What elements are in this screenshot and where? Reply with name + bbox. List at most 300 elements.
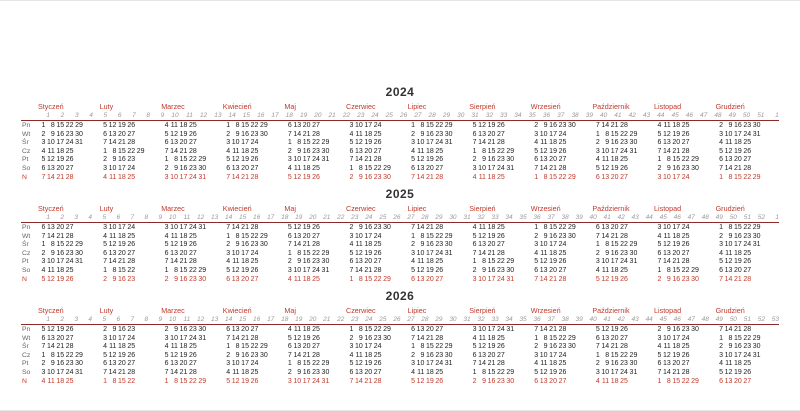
day-number: 29 bbox=[321, 360, 330, 368]
day-number: 4 bbox=[719, 139, 723, 147]
day-number: 8 bbox=[297, 139, 302, 147]
day-number: 7 bbox=[719, 275, 723, 283]
day-row bbox=[344, 326, 391, 335]
day-number: 31 bbox=[198, 224, 207, 231]
day-number: 30 bbox=[567, 343, 576, 351]
day-number: 25 bbox=[743, 249, 752, 257]
day-number: 25 bbox=[188, 122, 197, 129]
week-number: 5 bbox=[102, 214, 107, 221]
day-row bbox=[282, 360, 329, 369]
day-number: 28 bbox=[127, 258, 136, 266]
day-row bbox=[406, 276, 453, 285]
week-number: 4 bbox=[89, 112, 93, 119]
day-number: 8 bbox=[235, 343, 240, 351]
week-number: 14 bbox=[225, 316, 233, 323]
day-number: 24 bbox=[496, 275, 505, 283]
day-number: 20 bbox=[487, 241, 496, 249]
month-name: Październik bbox=[592, 306, 630, 315]
day-number: 1 bbox=[103, 147, 107, 155]
day-row bbox=[159, 369, 206, 378]
day-number: 20 bbox=[117, 360, 126, 368]
day-number: 30 bbox=[259, 241, 268, 249]
day-number: 29 bbox=[383, 326, 391, 333]
day-number: 25 bbox=[373, 130, 382, 138]
day-number: 26 bbox=[558, 258, 567, 266]
day-number: 3 bbox=[472, 275, 477, 283]
week-number: 20 bbox=[314, 112, 322, 119]
month-name: Listopad bbox=[654, 102, 682, 111]
day-number: 14 bbox=[724, 326, 733, 333]
day-row bbox=[590, 378, 637, 387]
day-number: 15 bbox=[425, 343, 434, 351]
day-number: 2 bbox=[349, 173, 354, 181]
day-row bbox=[529, 258, 576, 267]
day-number: 29 bbox=[691, 377, 699, 385]
week-number: 19 bbox=[295, 214, 303, 221]
day-number: 17 bbox=[610, 258, 619, 266]
day-row bbox=[36, 224, 83, 233]
day-number: 4 bbox=[719, 360, 723, 368]
day-number: 13 bbox=[108, 249, 117, 257]
day-number: 26 bbox=[312, 224, 320, 231]
day-number: 24 bbox=[743, 241, 752, 249]
day-row bbox=[98, 156, 145, 165]
day-row bbox=[282, 122, 329, 131]
month-grid bbox=[406, 326, 453, 386]
day-number: 3 bbox=[164, 224, 169, 231]
day-row bbox=[714, 276, 761, 285]
day-number: 19 bbox=[425, 377, 434, 385]
day-row bbox=[590, 276, 637, 285]
day-number: 25 bbox=[312, 164, 320, 172]
month-name: Sierpień bbox=[469, 306, 496, 315]
day-number: 31 bbox=[198, 173, 207, 181]
day-row bbox=[282, 233, 329, 242]
day-number: 14 bbox=[601, 232, 610, 240]
week-number: 30 bbox=[449, 316, 457, 323]
day-number: 3 bbox=[719, 241, 723, 249]
day-number: 25 bbox=[496, 224, 505, 231]
day-number: 3 bbox=[226, 360, 231, 368]
day-number: 25 bbox=[743, 360, 752, 368]
day-row bbox=[529, 148, 576, 157]
week-number: 43 bbox=[642, 112, 651, 119]
day-number: 12 bbox=[354, 139, 363, 147]
day-row bbox=[159, 139, 206, 148]
day-number: 27 bbox=[127, 249, 136, 257]
week-number: 6 bbox=[117, 112, 122, 119]
day-number: 13 bbox=[724, 156, 733, 164]
day-number: 23 bbox=[681, 275, 690, 283]
day-number: 5 bbox=[349, 360, 354, 368]
day-number: 5 bbox=[534, 368, 539, 376]
day-number: 7 bbox=[349, 377, 354, 385]
day-number: 24 bbox=[250, 139, 259, 147]
day-number: 5 bbox=[534, 258, 539, 266]
day-row bbox=[98, 276, 136, 285]
day-row bbox=[590, 165, 637, 174]
day-number: 15 bbox=[549, 173, 557, 181]
day-number: 28 bbox=[620, 343, 628, 351]
day-number: 10 bbox=[416, 249, 425, 257]
weekday-label: N bbox=[22, 275, 27, 283]
day-number: 4 bbox=[595, 377, 600, 385]
day-number: 26 bbox=[127, 241, 136, 249]
day-number: 10 bbox=[416, 360, 425, 368]
week-number: 33 bbox=[491, 214, 499, 221]
day-number: 9 bbox=[174, 164, 178, 172]
day-number: 31 bbox=[75, 258, 83, 266]
day-row bbox=[344, 139, 391, 148]
day-number: 9 bbox=[420, 130, 425, 138]
day-number: 9 bbox=[605, 139, 610, 147]
day-number: 2 bbox=[287, 258, 292, 266]
day-number: 13 bbox=[354, 258, 363, 266]
day-number: 21 bbox=[549, 275, 557, 283]
day-number: 2 bbox=[41, 249, 46, 257]
day-number: 15 bbox=[672, 377, 681, 385]
day-number: 2 bbox=[719, 343, 723, 351]
day-number: 17 bbox=[117, 224, 126, 231]
week-number: 49 bbox=[715, 316, 723, 323]
day-row bbox=[406, 165, 453, 174]
day-number: 27 bbox=[250, 164, 259, 172]
day-row bbox=[406, 352, 453, 361]
day-number: 21 bbox=[672, 147, 681, 155]
week-number: 7 bbox=[130, 214, 135, 221]
day-number: 12 bbox=[662, 241, 671, 249]
day-number: 24 bbox=[496, 164, 505, 172]
day-number: 19 bbox=[179, 241, 188, 249]
day-number: 28 bbox=[681, 258, 690, 266]
day-number: 13 bbox=[354, 368, 363, 376]
day-number: 18 bbox=[487, 173, 496, 181]
day-number: 24 bbox=[620, 368, 628, 376]
day-number: 17 bbox=[672, 224, 681, 231]
day-number: 12 bbox=[108, 241, 117, 249]
day-number: 18 bbox=[672, 232, 681, 240]
day-number: 24 bbox=[250, 360, 259, 368]
day-number: 1 bbox=[287, 249, 292, 257]
day-number: 14 bbox=[293, 130, 302, 138]
day-number: 5 bbox=[719, 368, 723, 376]
day-number: 7 bbox=[534, 326, 539, 333]
day-row bbox=[282, 241, 329, 250]
day-number: 23 bbox=[558, 343, 567, 351]
day-number: 27 bbox=[558, 266, 567, 274]
day-number: 25 bbox=[127, 173, 136, 181]
day-number: 26 bbox=[743, 258, 752, 266]
day-number: 2 bbox=[719, 232, 723, 240]
day-number: 2 bbox=[41, 360, 46, 368]
day-row bbox=[36, 258, 83, 267]
day-row bbox=[36, 174, 83, 183]
day-number: 5 bbox=[472, 343, 477, 351]
day-number: 12 bbox=[416, 266, 425, 274]
day-number: 28 bbox=[681, 368, 690, 376]
day-number: 7 bbox=[595, 122, 600, 129]
day-row bbox=[98, 360, 136, 369]
day-number: 21 bbox=[179, 368, 188, 376]
day-number: 9 bbox=[543, 343, 548, 351]
day-number: 30 bbox=[752, 343, 761, 351]
day-number: 4 bbox=[534, 249, 539, 257]
day-number: 9 bbox=[728, 232, 733, 240]
day-number: 8 bbox=[50, 351, 55, 359]
day-number: 14 bbox=[46, 343, 55, 351]
day-number: 4 bbox=[534, 360, 539, 368]
day-number: 27 bbox=[681, 360, 690, 368]
day-number: 27 bbox=[496, 241, 505, 249]
weekday-label: N bbox=[22, 377, 27, 385]
day-row bbox=[36, 326, 83, 335]
day-number: 4 bbox=[287, 164, 292, 172]
day-number: 28 bbox=[496, 249, 505, 257]
weekday-label: So bbox=[22, 164, 31, 172]
month-grid bbox=[467, 122, 514, 182]
day-number: 7 bbox=[164, 258, 169, 266]
day-number: 23 bbox=[188, 164, 197, 172]
day-number: 19 bbox=[672, 130, 681, 138]
day-number: 8 bbox=[174, 266, 178, 274]
day-number: 6 bbox=[534, 377, 539, 385]
day-number: 26 bbox=[496, 232, 505, 240]
day-number: 12 bbox=[354, 360, 363, 368]
day-number: 10 bbox=[662, 173, 671, 181]
day-row bbox=[282, 378, 329, 387]
day-row bbox=[159, 352, 206, 361]
day-number: 14 bbox=[724, 275, 733, 283]
day-number: 31 bbox=[752, 241, 761, 249]
day-number: 21 bbox=[364, 156, 373, 164]
day-number: 24 bbox=[65, 258, 74, 266]
day-row bbox=[159, 165, 206, 174]
month-name: Grudzień bbox=[715, 102, 745, 111]
day-number: 6 bbox=[164, 249, 169, 257]
day-number: 15 bbox=[425, 122, 434, 129]
day-number: 8 bbox=[235, 122, 240, 129]
day-number: 16 bbox=[241, 351, 249, 359]
day-number: 9 bbox=[605, 249, 610, 257]
day-number: 31 bbox=[321, 377, 330, 385]
week-number: 29 bbox=[435, 316, 443, 323]
day-row bbox=[282, 276, 329, 285]
day-number: 24 bbox=[127, 334, 136, 342]
month-grid bbox=[406, 122, 453, 182]
day-number: 16 bbox=[549, 232, 557, 240]
day-number: 26 bbox=[250, 266, 259, 274]
day-number: 20 bbox=[364, 258, 373, 266]
day-number: 20 bbox=[487, 130, 496, 138]
day-number: 18 bbox=[241, 368, 249, 376]
day-number: 27 bbox=[743, 377, 752, 385]
week-number: 24 bbox=[365, 214, 373, 221]
week-number: 5 bbox=[102, 316, 107, 323]
day-row bbox=[36, 267, 83, 276]
day-number: 13 bbox=[231, 326, 240, 333]
day-number: 2 bbox=[657, 164, 662, 172]
week-number: 51 bbox=[743, 214, 751, 221]
day-number: 11 bbox=[540, 139, 548, 147]
day-row bbox=[98, 131, 145, 140]
week-number: 13 bbox=[210, 316, 219, 323]
weekday-label: Cz bbox=[22, 351, 31, 359]
month-name: Wrzesień bbox=[530, 306, 561, 315]
day-number: 11 bbox=[293, 326, 302, 333]
day-number: 19 bbox=[302, 173, 311, 181]
day-number: 24 bbox=[435, 360, 444, 368]
day-number: 16 bbox=[56, 130, 65, 138]
day-number: 9 bbox=[112, 275, 117, 283]
day-row bbox=[159, 250, 206, 259]
day-number: 13 bbox=[46, 164, 55, 172]
day-number: 18 bbox=[425, 368, 434, 376]
day-number: 7 bbox=[657, 368, 662, 376]
day-number: 21 bbox=[364, 377, 373, 385]
day-number: 14 bbox=[662, 258, 671, 266]
weekday-label: N bbox=[22, 173, 27, 181]
day-row bbox=[344, 250, 391, 259]
day-number: 11 bbox=[47, 377, 55, 385]
day-number: 27 bbox=[496, 351, 505, 359]
day-number: 3 bbox=[103, 164, 107, 172]
day-number: 14 bbox=[293, 241, 302, 249]
day-number: 14 bbox=[46, 232, 55, 240]
day-row bbox=[714, 250, 761, 259]
day-row bbox=[406, 250, 453, 259]
day-number: 10 bbox=[478, 164, 486, 172]
day-number: 7 bbox=[287, 130, 292, 138]
weekday-label: Wt bbox=[22, 334, 31, 342]
day-number: 21 bbox=[425, 173, 434, 181]
day-number: 14 bbox=[478, 139, 486, 147]
day-row bbox=[652, 233, 699, 242]
week-number: 30 bbox=[449, 214, 457, 221]
day-number: 16 bbox=[549, 122, 557, 129]
day-number: 20 bbox=[610, 334, 619, 342]
day-row bbox=[590, 233, 637, 242]
week-number: 16 bbox=[253, 316, 261, 323]
day-row bbox=[590, 343, 637, 352]
day-number: 6 bbox=[657, 139, 662, 147]
day-number: 11 bbox=[170, 343, 178, 351]
day-number: 30 bbox=[444, 351, 453, 359]
day-number: 9 bbox=[543, 232, 548, 240]
day-number: 13 bbox=[170, 249, 178, 257]
day-row bbox=[36, 343, 83, 352]
day-number: 26 bbox=[188, 241, 197, 249]
day-number: 2 bbox=[103, 275, 107, 283]
day-number: 19 bbox=[487, 122, 496, 129]
day-number: 23 bbox=[435, 130, 444, 138]
day-number: 2 bbox=[164, 275, 169, 283]
day-number: 6 bbox=[472, 130, 477, 138]
day-number: 28 bbox=[127, 368, 136, 376]
day-number: 9 bbox=[174, 275, 178, 283]
day-number: 13 bbox=[724, 377, 733, 385]
day-number: 15 bbox=[302, 139, 311, 147]
day-number: 5 bbox=[719, 258, 723, 266]
day-number: 17 bbox=[241, 249, 249, 257]
day-number: 11 bbox=[663, 232, 671, 240]
day-row bbox=[406, 122, 453, 131]
day-number: 3 bbox=[41, 258, 46, 266]
day-number: 3 bbox=[226, 139, 231, 147]
day-number: 25 bbox=[620, 266, 628, 274]
day-row bbox=[467, 233, 514, 242]
day-number: 3 bbox=[164, 173, 169, 181]
day-number: 8 bbox=[543, 334, 548, 342]
day-number: 18 bbox=[56, 266, 65, 274]
day-number: 13 bbox=[416, 326, 425, 333]
day-number: 14 bbox=[108, 139, 117, 147]
month-name: Kwiecień bbox=[222, 306, 252, 315]
day-number: 29 bbox=[691, 266, 699, 274]
day-row bbox=[467, 224, 514, 233]
day-number: 13 bbox=[108, 360, 117, 368]
day-number: 14 bbox=[108, 258, 117, 266]
day-number: 28 bbox=[435, 224, 444, 231]
day-number: 9 bbox=[235, 351, 240, 359]
day-number: 22 bbox=[65, 351, 74, 359]
day-number: 10 bbox=[478, 326, 486, 333]
day-row bbox=[529, 335, 576, 344]
week-number: 22 bbox=[337, 316, 345, 323]
month-name: Grudzień bbox=[715, 306, 745, 315]
day-row bbox=[159, 174, 206, 183]
day-row bbox=[344, 224, 391, 233]
day-number: 13 bbox=[293, 122, 302, 129]
day-number: 4 bbox=[657, 122, 662, 129]
day-number: 6 bbox=[287, 122, 292, 129]
month-grid bbox=[467, 326, 514, 386]
day-number: 12 bbox=[231, 377, 240, 385]
day-row bbox=[221, 360, 268, 369]
day-number: 16 bbox=[117, 275, 126, 283]
day-number: 12 bbox=[662, 351, 671, 359]
week-number: 11 bbox=[183, 214, 191, 221]
day-number: 13 bbox=[293, 343, 302, 351]
week-number: 7 bbox=[130, 316, 135, 323]
day-number: 9 bbox=[482, 156, 486, 164]
day-number: 17 bbox=[549, 130, 557, 138]
day-number: 7 bbox=[349, 156, 354, 164]
day-number: 25 bbox=[558, 249, 567, 257]
day-number: 28 bbox=[496, 360, 505, 368]
day-number: 15 bbox=[302, 249, 311, 257]
day-number: 1 bbox=[719, 334, 723, 342]
day-row bbox=[652, 267, 699, 276]
day-number: 21 bbox=[241, 224, 249, 231]
day-number: 10 bbox=[724, 130, 733, 138]
day-number: 4 bbox=[41, 266, 46, 274]
day-number: 20 bbox=[302, 343, 311, 351]
day-row bbox=[652, 148, 699, 157]
day-row bbox=[529, 352, 576, 361]
day-number: 23 bbox=[681, 326, 690, 333]
week-number: 45 bbox=[671, 112, 679, 119]
day-number: 3 bbox=[472, 164, 477, 172]
day-number: 16 bbox=[425, 351, 434, 359]
day-number: 18 bbox=[56, 147, 65, 155]
day-number: 22 bbox=[373, 275, 382, 283]
day-number: 3 bbox=[411, 249, 415, 257]
day-row bbox=[221, 165, 268, 174]
day-number: 18 bbox=[733, 139, 742, 147]
day-number: 24 bbox=[127, 224, 136, 231]
day-number: 19 bbox=[733, 368, 742, 376]
day-row bbox=[221, 224, 268, 233]
